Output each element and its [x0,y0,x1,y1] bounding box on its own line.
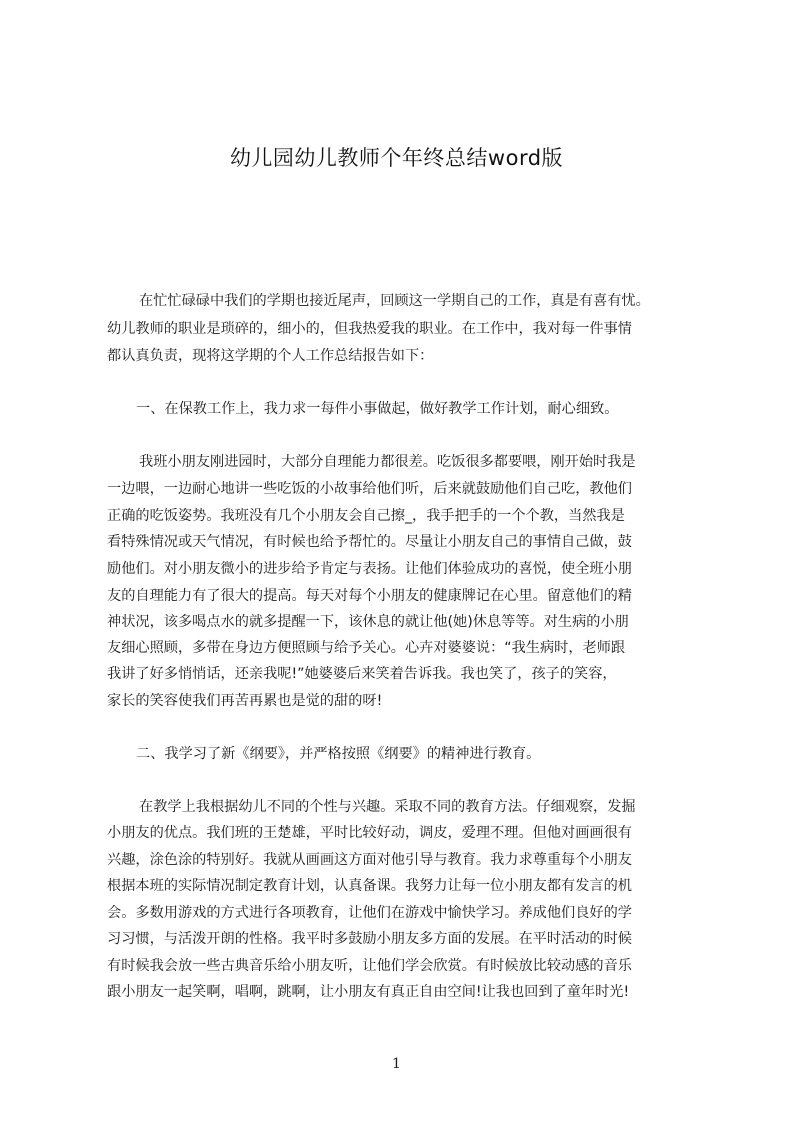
section2-line: 在教学上我根据幼儿不同的个性与兴趣。采取不同的教育方法。仔细观察，发掘 [139,799,636,815]
intro-line: 幼儿教师的职业是琐碎的，细小的，但我热爱我的职业。在工作中，我对每一件事情 [107,321,632,337]
section1-line: 一边喂，一边耐心地讲一些吃饭的小故事给他们听，后来就鼓励他们自己吃，教他们 [107,481,632,497]
section1-line: 我班小朋友刚进园时，大部分自理能力都很差。吃饭很多都要喂，刚开始时我是 [139,454,636,470]
section1-line: 家长的笑容使我们再苦再累也是觉的甜的呀! [107,693,383,709]
section1-line: 友的自理能力有了很大的提高。每天对每个小朋友的健康牌记在心里。留意他们的精 [107,588,632,604]
section2-line: 小朋友的优点。我们班的王楚雄，平时比较好动，调皮，爱理不理。但他对画画很有 [107,825,632,841]
section1-line: 我讲了好多悄悄话，还亲我呢!”她婆婆后来笑着告诉我。我也笑了，孩子的笑容， [107,666,617,682]
section1-line: 友细心照顾，多带在身边方便照顾与给予关心。心卉对婆婆说：“我生病时，老师跟 [107,640,626,656]
section2-line: 有时候我会放一些古典音乐给小朋友听，让他们学会欣赏。有时候放比较动感的音乐 [107,958,632,974]
section2-line: 兴趣，涂色涂的特别好。我就从画画这方面对他引导与教育。我力求尊重每个小朋友 [107,852,632,868]
section-heading-2: 二、我学习了新《纲要》，并严格按照《纲要》的精神进行教育。 [136,746,541,762]
section2-line: 会。多数用游戏的方式进行各项教育，让他们在游戏中愉快学习。养成他们良好的学 [107,905,632,921]
section1-line: 励他们。对小朋友微小的进步给予肯定与表扬。让他们体验成功的喜悦，使全班小朋 [107,561,632,577]
intro-line: 都认真负责，现将这学期的个人工作总结报告如下： [107,348,434,364]
section-heading-1: 一、在保教工作上，我力求一每件小事做起，做好教学工作计划，耐心细致。 [136,401,619,417]
section2-line: 跟小朋友一起笑啊，唱啊，跳啊，让小朋友有真正自由空间!让我也回到了童年时光! [107,984,630,1000]
section2-line: 根据本班的实际情况制定教育计划，认真备课。我努力让每一位小朋友都有发言的机 [107,878,632,894]
section2-line: 习习惯，与活泼开朗的性格。我平时多鼓励小朋友多方面的发展。在平时活动的时候 [107,931,632,947]
section1-line: 神状况，该多喝点水的就多提醒一下，该休息的就让他(她)休息等等。对生病的小朋 [107,614,629,630]
section1-line: 正确的吃饭姿势。我班没有几个小朋友会自己擦_，我手把手的一个个教，当然我是 [107,508,625,524]
section1-line: 看特殊情况或天气情况，有时候也给予帮忙的。尽量让小朋友自己的事情自己做，鼓 [107,534,632,550]
page-number: 1 [392,1056,401,1072]
intro-line: 在忙忙碌碌中我们的学期也接近尾声，回顾这一学期自己的工作，真是有喜有忧。 [139,293,650,309]
document-title: 幼儿园幼儿教师个年终总结word版 [229,146,564,170]
